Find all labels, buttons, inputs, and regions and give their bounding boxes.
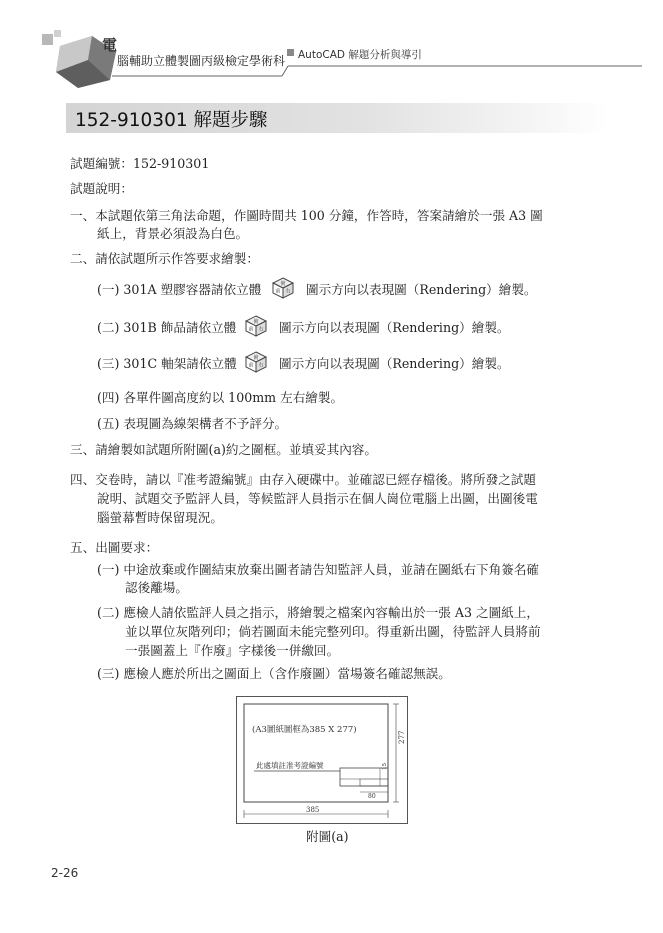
frame-label: (A3圖紙圖框為385 X 277) [252,725,357,735]
svg-text:前: 前 [248,362,254,369]
item-2-sub-1-post: 圖示方向以表現圖（Rendering）繪製。 [306,282,537,297]
item-2-sub-2-pre: (二) 301B 飾品請依立體 [97,320,237,335]
svg-text:右: 右 [258,362,264,369]
svg-text:前: 前 [275,288,281,295]
item-3: 三、請繪製如試題所附圖(a)約之圖框。並填妥其內容。 [70,442,377,457]
item-1-line-1: 一、本試題依第三角法命題，作圖時間共 100 分鐘，作答時，答案請繪於一張 A3 圖 [70,208,543,223]
dim-box-width: 80 [368,793,376,800]
dim-box-height: 15 [382,763,388,770]
item-4-line-1: 四、交卷時，請以『准考證編號』由存入硬碟中。並確認已經存檔後。將所發之試題 [70,472,536,487]
exam-number: 試題編號：152-910301 [70,156,210,171]
item-5: 五、出圖要求： [70,540,159,555]
header-rule [112,64,642,78]
field-label: 此處填註准考證編號 [256,761,324,770]
item-4-line-3: 腦螢幕暫時保留現況。 [97,510,223,525]
svg-text:前: 前 [248,326,254,333]
figure-a-drawing-frame [236,696,408,824]
page-number: 2-26 [51,866,79,880]
item-5-sub-1-line-2: 認後離場。 [125,580,188,595]
iso-view-cube-icon [272,277,294,299]
item-5-sub-3: (三) 應檢人應於所出之圖面上（含作廢圖）當場簽名確認無誤。 [97,666,451,681]
section-title: 152-910301 解題步驟 [75,110,268,131]
item-2-sub-5: (五) 表現圖為線架構者不予評分。 [97,416,288,431]
svg-text:右: 右 [258,326,264,333]
dim-height: 277 [398,730,406,744]
iso-view-cube-icon [245,351,267,373]
item-5-sub-2-line-2: 並以單位灰階列印；倘若圖面未能完整列印。得重新出圖，待監評人員將前 [125,624,541,639]
header-chapter: AutoCAD 解題分析與導引 [298,49,422,61]
svg-text:俯: 俯 [280,281,286,287]
item-2: 二、請依試題所示作答要求繪製： [70,251,259,266]
item-1-line-2: 紙上，背景必須設為白色。 [97,226,249,241]
item-2-sub-2-post: 圖示方向以表現圖（Rendering）繪製。 [279,320,510,335]
figure-caption: 附圖(a) [306,829,349,844]
header-book-title: 腦輔助立體製圖丙級檢定學術科 [117,54,286,68]
item-5-sub-2-line-3: 一張圖蓋上『作廢』字樣後一併繳回。 [125,643,340,658]
item-5-sub-2-line-1: (二) 應檢人請依監評人員之指示，將繪製之檔案內容輸出於一張 A3 之圖紙上， [97,605,539,620]
item-5-sub-1-line-1: (一) 中途放棄或作圖結束放棄出圖者請告知監評人員，並請在圖紙右下角簽名確 [97,562,540,577]
svg-text:俯: 俯 [253,319,259,325]
header-cube-logo [40,30,118,90]
dim-width: 385 [306,806,320,814]
logo-glyph: 電 [102,36,118,54]
item-4-line-2: 說明、試題交予監評人員，等候監評人員指示在個人崗位電腦上出圖，出圖後電 [97,491,538,506]
iso-view-cube-icon [245,315,267,337]
chapter-bullet-icon [286,48,295,57]
item-2-sub-3-pre: (三) 301C 軸架請依立體 [97,356,237,371]
item-2-sub-4: (四) 各單件圖高度約以 100mm 左右繪製。 [97,390,344,405]
exam-description-label: 試題說明： [70,181,133,196]
item-2-sub-3-post: 圖示方向以表現圖（Rendering）繪製。 [279,356,510,371]
item-2-sub-1-pre: (一) 301A 塑膠容器請依立體 [97,282,262,297]
svg-text:俯: 俯 [253,355,259,361]
svg-text:右: 右 [285,288,291,295]
